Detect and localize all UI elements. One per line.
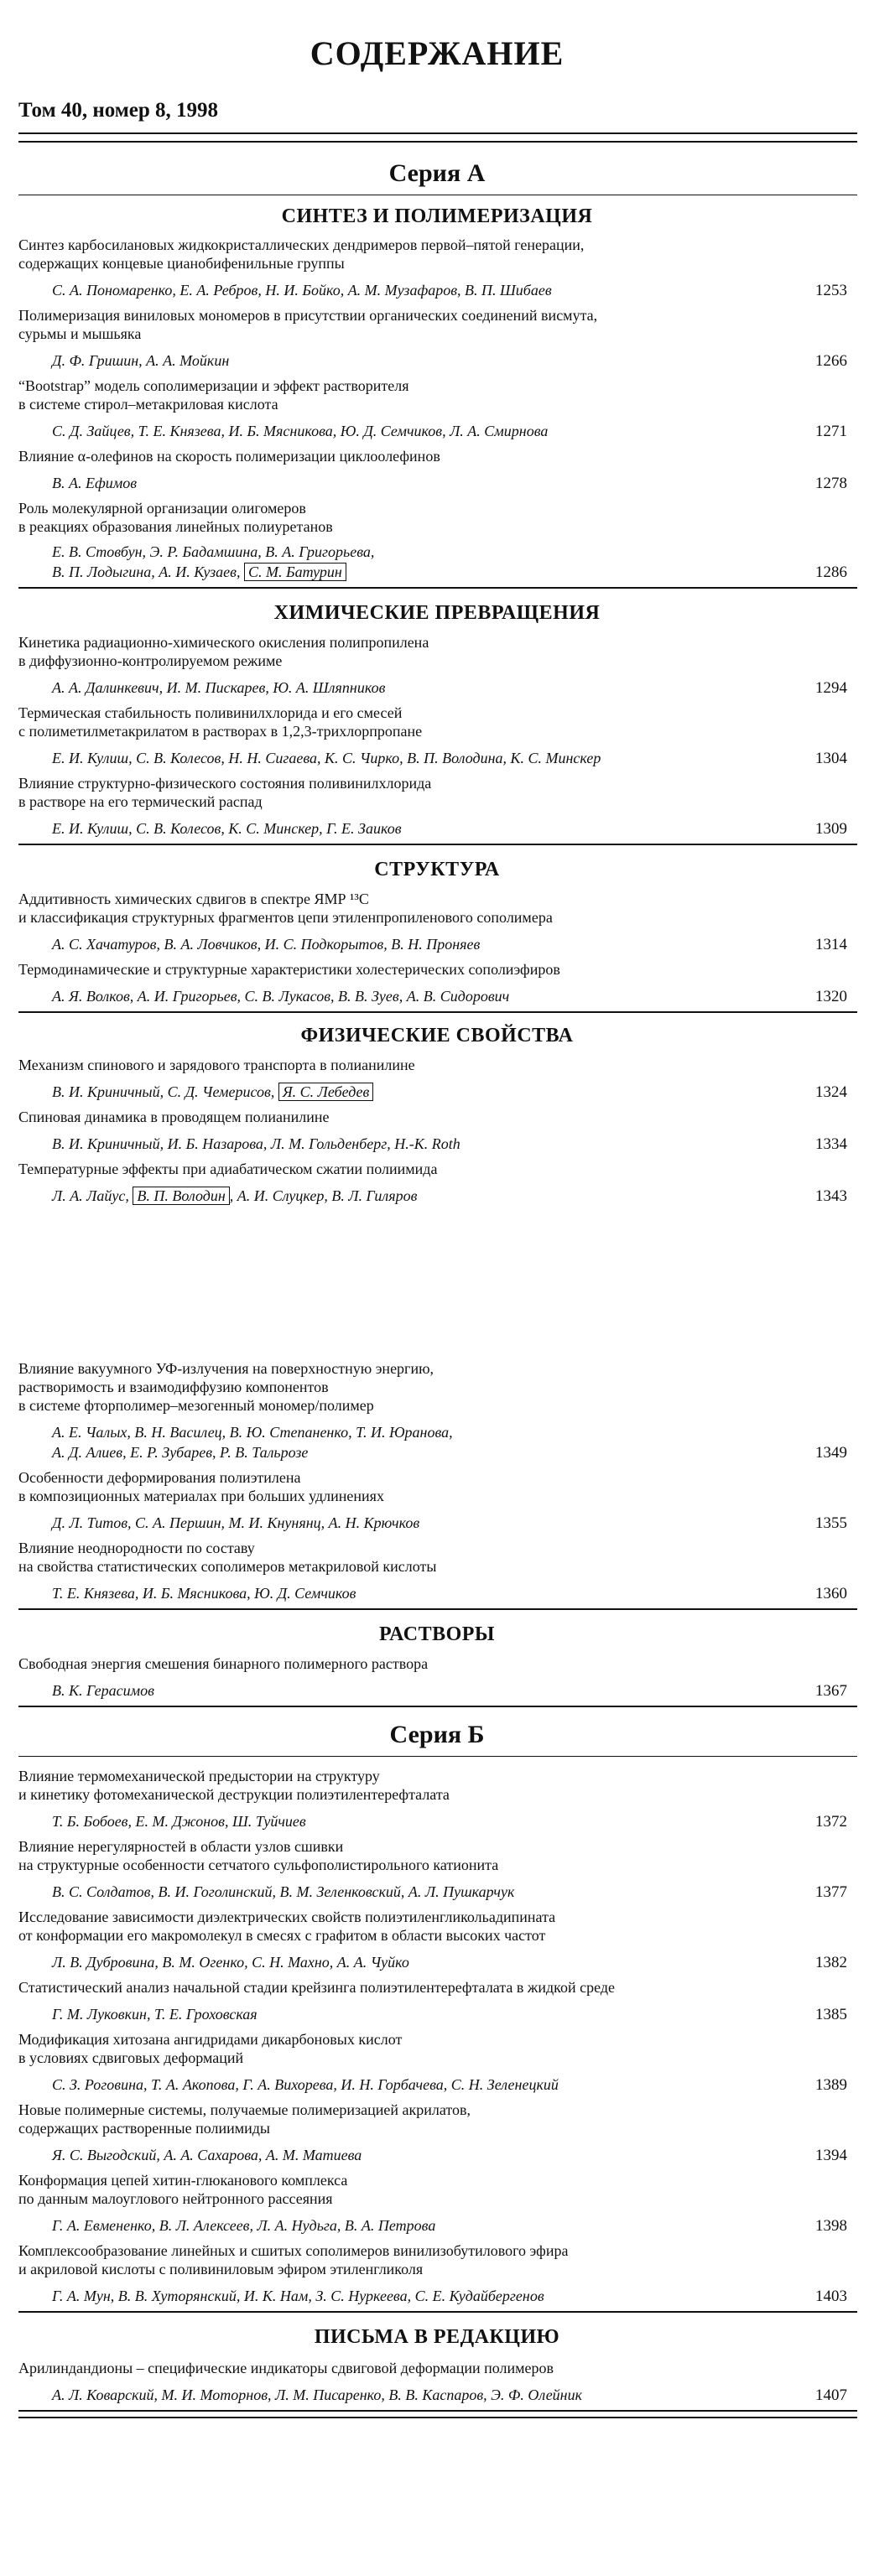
section-title: РАСТВОРЫ [379, 1623, 495, 1645]
article-authors: А. Я. Волков, А. И. Григорьев, С. В. Лукасов, В. В. Зуев, А. В. Сидорович [52, 988, 510, 1005]
section-title: ФИЗИЧЕСКИЕ СВОЙСТВА [300, 1025, 574, 1046]
article-authors: В. И. Криничный, И. Б. Назарова, Л. М. Гольденберг, Н.-К. Roth [52, 1135, 460, 1152]
article-authors: А. Л. Коварский, М. И. Моторнов, Л. М. Писаренко, В. В. Каспаров, Э. Ф. Олейник [52, 2386, 583, 2403]
article-authors: С. А. Пономаренко, Е. А. Ребров, Н. И. Бойко, А. М. Музафаров, В. П. Шибаев [52, 282, 552, 299]
article-authors: С. З. Роговина, Т. А. Акопова, Г. А. Вихорева, И. Н. Горбачева, С. Н. Зеленецкий [52, 2076, 559, 2093]
article-title: содержащих растворенные полиимиды [18, 2120, 271, 2137]
article-authors: Е. И. Кулиш, С. В. Колесов, Н. Н. Сигаева, К. С. Чирко, В. П. Володина, К. С. Минскер [52, 750, 601, 766]
article-authors: Т. Е. Князева, И. Б. Мясникова, Ю. Д. Семчиков [52, 1585, 356, 1602]
divider [18, 2311, 857, 2313]
article-authors: Л. В. Дубровина, В. М. Огенко, С. Н. Махно, А. А. Чуйко [52, 1954, 409, 1971]
article-title: Механизм спинового и зарядового транспорта в полианилине [18, 1057, 415, 1073]
article-authors: С. Д. Зайцев, Т. Е. Князева, И. Б. Мясникова, Ю. Д. Семчиков, Л. А. Смирнова [52, 423, 549, 439]
page-number: 1403 [815, 2288, 847, 2305]
page-title: СОДЕРЖАНИЕ [310, 34, 564, 72]
page-number: 1349 [815, 1444, 847, 1462]
article-title: Аддитивность химических сдвигов в спектре ЯМР ¹³С [18, 891, 369, 907]
article-authors [52, 1083, 373, 1101]
article-title: в диффузионно-контролируемом режиме [18, 652, 283, 669]
page-number: 1286 [815, 564, 847, 581]
article-title: и кинетику фотомеханической деструкции полиэтилентерефталата [18, 1786, 450, 1803]
article-title: в композиционных материалах при больших удлинениях [18, 1488, 384, 1504]
article-title: в растворе на его термический распад [18, 793, 263, 810]
section-title: ХИМИЧЕСКИЕ ПРЕВРАЩЕНИЯ [273, 602, 601, 624]
article-title: Полимеризация виниловых мономеров в присутствии органических соединений висмута, [18, 307, 598, 324]
article-authors: Т. Б. Бобоев, Е. М. Джонов, Ш. Туйчиев [52, 1813, 306, 1830]
article-title: Особенности деформирования полиэтилена [18, 1469, 301, 1486]
article-authors: В. К. Герасимов [52, 1682, 154, 1699]
divider [18, 587, 857, 589]
article-title: Исследование зависимости диэлектрических свойств полиэтиленгликольадипината [18, 1909, 556, 1925]
page-number: 1343 [815, 1187, 847, 1205]
article-title: Влияние термомеханической предыстории на структуру [18, 1768, 380, 1784]
page-number: 1382 [815, 1954, 847, 1971]
page-number: 1360 [815, 1585, 847, 1602]
article-authors: Д. Ф. Гришин, А. А. Мойкин [52, 352, 230, 369]
divider [18, 1011, 857, 1013]
article-authors [52, 564, 346, 581]
article-authors: В. С. Солдатов, В. И. Гоголинский, В. М. Зеленковский, А. Л. Пушкарчук [52, 1883, 515, 1900]
article-authors: Г. М. Луковкин, Т. Е. Гроховская [52, 2006, 258, 2023]
article-authors: Е. И. Кулиш, С. В. Колесов, К. С. Минскер, Г. Е. Заиков [52, 820, 402, 837]
author-names: В. И. Криничный, С. Д. Чемерисов, [52, 1083, 275, 1100]
article-authors: Д. Л. Титов, С. А. Першин, М. И. Кнунянц, А. Н. Крючков [52, 1514, 420, 1531]
divider [18, 132, 857, 134]
page-number: 1407 [815, 2386, 847, 2404]
page-number: 1278 [815, 475, 847, 492]
article-title: Синтез карбосилановых жидкокристаллических дендримеров первой–пятой генерации, [18, 236, 585, 253]
section-title: ПИСЬМА В РЕДАКЦИЮ [314, 2326, 560, 2348]
deceased-author-box: Я. С. Лебедев [278, 1083, 374, 1101]
deceased-author-box: С. М. Батурин [244, 563, 346, 581]
author-names: , А. И. Слуцкер, В. Л. Гиляров [229, 1187, 418, 1204]
article-authors: А. А. Далинкевич, И. М. Пискарев, Ю. А. Шляпников [52, 679, 386, 696]
article-authors: Г. А. Мун, В. В. Хуторянский, И. К. Нам, З. С. Нуркеева, С. Е. Кудайбергенов [52, 2288, 544, 2304]
article-authors: А. С. Хачатуров, В. А. Ловчиков, И. С. Подкорытов, В. Н. Проняев [52, 936, 481, 953]
page-number: 1253 [815, 282, 847, 299]
page-number: 1377 [815, 1883, 847, 1901]
article-title: Кинетика радиационно-химического окисления полипропилена [18, 634, 429, 651]
article-title: Термодинамические и структурные характеристики холестерических сополиэфиров [18, 961, 560, 978]
article-authors: А. Д. Алиев, Е. Р. Зубарев, Р. В. Тальрозе [52, 1444, 309, 1461]
article-title: сурьмы и мышьяка [18, 325, 142, 342]
article-authors: В. А. Ефимов [52, 475, 138, 491]
page-number: 1367 [815, 1682, 847, 1700]
article-authors: Я. С. Выгодский, А. А. Сахарова, А. М. Матиева [52, 2147, 362, 2163]
author-names: Л. А. Лайус, [52, 1187, 129, 1204]
article-title: от конформации его макромолекул в смесях с графитом в области высоких частот [18, 1927, 546, 1944]
deceased-author-box: В. П. Володин [133, 1187, 229, 1205]
article-title: Влияние нерегулярностей в области узлов сшивки [18, 1838, 344, 1855]
article-title: Термическая стабильность поливинилхлорида и его смесей [18, 704, 403, 721]
page-number: 1320 [815, 988, 847, 1005]
author-names: В. П. Лодыгина, А. И. Кузаев, [52, 564, 241, 580]
article-title: в реакциях образования линейных полиуретанов [18, 518, 333, 535]
article-title: Модификация хитозана ангидридами дикарбоновых кислот [18, 2031, 403, 2048]
divider [18, 141, 857, 143]
section-title: СИНТЕЗ И ПОЛИМЕРИЗАЦИЯ [281, 205, 593, 227]
series-b-title: Серия Б [389, 1721, 485, 1748]
divider [18, 844, 857, 845]
page-number: 1355 [815, 1514, 847, 1532]
page-number: 1271 [815, 423, 847, 440]
article-authors: Е. В. Стовбун, Э. Р. Бадамшина, В. А. Григорьева, [52, 543, 375, 560]
article-title: Температурные эффекты при адиабатическом сжатии полиимида [18, 1161, 438, 1177]
page-number: 1324 [815, 1083, 847, 1101]
page-number: 1334 [815, 1135, 847, 1153]
article-authors: А. Е. Чалых, В. Н. Василец, В. Ю. Степаненко, Т. И. Юранова, [52, 1424, 453, 1441]
article-title: Новые полимерные системы, получаемые полимеризацией акрилатов, [18, 2101, 471, 2118]
article-title: в системе стирол–метакриловая кислота [18, 396, 278, 413]
page-number: 1389 [815, 2076, 847, 2094]
section-title: СТРУКТУРА [374, 859, 500, 880]
article-title: Комплексообразование линейных и сшитых сополимеров винилизобутилового эфира [18, 2242, 569, 2259]
article-title: содержащих концевые цианобифенильные группы [18, 255, 345, 272]
divider [18, 1756, 857, 1757]
article-title: на свойства статистических сополимеров метакриловой кислоты [18, 1558, 437, 1575]
article-title: “Bootstrap” модель сополимеризации и эффект растворителя [18, 377, 409, 394]
article-title: с полиметилметакрилатом в растворах в 1,2,3-трихлорпропане [18, 723, 423, 740]
page-number: 1309 [815, 820, 847, 838]
article-title: Конформация цепей хитин-глюканового комплекса [18, 2172, 348, 2189]
article-title: и акриловой кислоты с поливиниловым эфиром этиленгликоля [18, 2261, 424, 2277]
series-a-title: Серия А [388, 159, 486, 187]
page-number: 1266 [815, 352, 847, 370]
article-title: Влияние структурно-физического состояния поливинилхлорида [18, 775, 432, 792]
article-authors [52, 1187, 417, 1205]
article-title: на структурные особенности сетчатого сульфополистирольного катионита [18, 1857, 499, 1873]
article-title: в условиях сдвиговых деформаций [18, 2049, 244, 2066]
article-title: по данным малоуглового нейтронного рассеяния [18, 2190, 333, 2207]
article-title: растворимость и взаимодиффузию компонентов [18, 1379, 329, 1395]
article-title: и классификация структурных фрагментов цепи этиленпропиленового сополимера [18, 909, 553, 926]
article-title: Влияние неоднородности по составу [18, 1540, 255, 1556]
page-number: 1394 [815, 2147, 847, 2164]
article-title: Свободная энергия смешения бинарного полимерного раствора [18, 1655, 429, 1672]
divider [18, 1608, 857, 1610]
page-number: 1372 [815, 1813, 847, 1831]
article-title: Статистический анализ начальной стадии крейзинга полиэтилентерефталата в жидкой среде [18, 1979, 615, 1996]
article-title: Влияние α-олефинов на скорость полимеризации циклоолефинов [18, 448, 440, 465]
page-number: 1314 [815, 936, 847, 953]
article-title: Арилиндандионы – специфические индикаторы сдвиговой деформации полимеров [18, 2360, 554, 2376]
page-number: 1398 [815, 2217, 847, 2235]
article-title: Спиновая динамика в проводящем полианилине [18, 1109, 330, 1125]
article-title: Роль молекулярной организации олигомеров [18, 500, 306, 517]
article-authors: Г. А. Евмененко, В. Л. Алексеев, Л. А. Нудьга, В. А. Петрова [52, 2217, 436, 2234]
article-title: в системе фторполимер–мезогенный мономер/полимер [18, 1397, 374, 1414]
page-number: 1304 [815, 750, 847, 767]
page-number: 1385 [815, 2006, 847, 2023]
article-title: Влияние вакуумного УФ-излучения на поверхностную энергию, [18, 1360, 434, 1377]
divider [18, 1706, 857, 1707]
divider [18, 2417, 857, 2418]
divider [18, 2410, 857, 2412]
issue-info: Том 40, номер 8, 1998 [18, 99, 219, 122]
page-number: 1294 [815, 679, 847, 697]
